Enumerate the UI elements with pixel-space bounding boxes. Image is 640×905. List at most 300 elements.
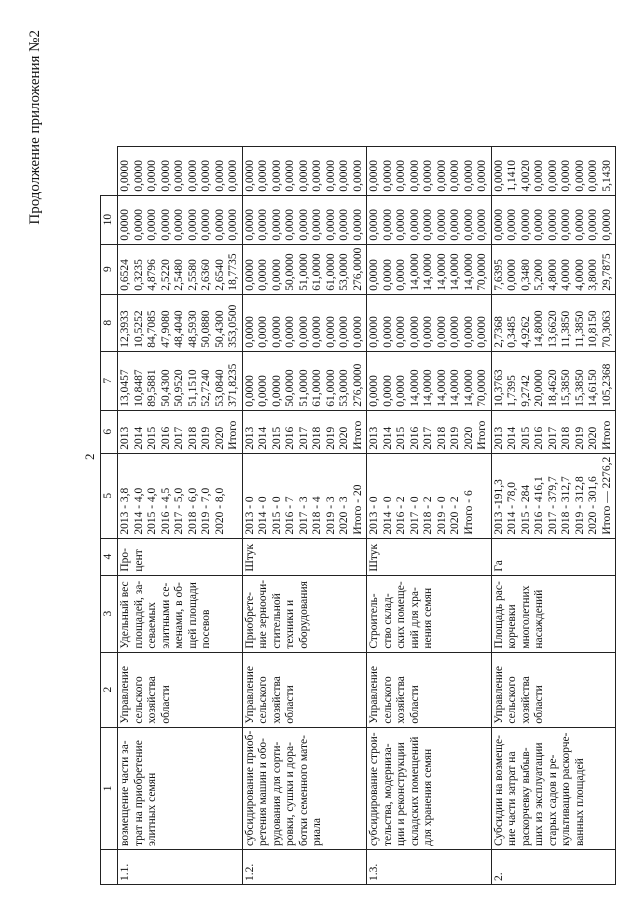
cell-line: 2016 — [408, 426, 421, 450]
cell-line: ний для хра- — [408, 587, 421, 649]
table-body — [118, 146, 616, 884]
cell-line: 0,0000 — [395, 159, 407, 192]
cell-line: оборудования — [297, 581, 310, 649]
cell-line: старых садов и ре- — [546, 754, 559, 846]
cell-line: 0,0000 — [506, 208, 518, 241]
cell-line: 2,6360 — [200, 259, 212, 291]
cell-line: 50,4300 — [213, 310, 226, 348]
cell-line: насаждений — [533, 589, 545, 649]
cell-line: многолетних — [519, 585, 532, 649]
cell-line: Приобрете- — [243, 592, 256, 649]
table-row — [118, 146, 243, 884]
cell-line: 2013 - 0 — [368, 496, 380, 535]
cell-line: 5,1430 — [600, 159, 613, 192]
cell-c9 — [367, 195, 492, 244]
cell-line: 7,6395 — [492, 259, 505, 291]
cell-line: 2016 - 416,1 — [533, 476, 545, 535]
cell-line: 2014 - 0 — [381, 496, 394, 535]
cell-c8 — [491, 244, 616, 294]
cell-line: 61,0000 — [324, 369, 337, 407]
cell-line: 14,8000 — [533, 310, 545, 348]
cell-line: 2014 - 0 — [257, 496, 269, 535]
cell-line: 51,0000 — [297, 369, 310, 407]
cell-indicator — [118, 575, 243, 652]
cell-line: риала — [311, 818, 323, 846]
cell-line: 14,0000 — [449, 253, 461, 291]
cell-line: 0,0000 — [449, 208, 461, 241]
cell-c7 — [491, 294, 616, 351]
cell-line: 13,0457 — [119, 369, 131, 407]
cell-c7 — [367, 294, 492, 351]
cell-event — [242, 727, 367, 849]
cell-line: 0,0000 — [284, 316, 296, 348]
cell-line: 2013 - 3,8 — [119, 487, 131, 535]
cell-line: Итого - 6 — [462, 490, 475, 535]
cell-id — [367, 850, 492, 885]
cell-line: 0,0000 — [462, 208, 475, 241]
cell-line: ванных площадей — [573, 758, 586, 846]
cell-line: тельства, модерниза- — [381, 743, 394, 846]
cell-line: сельского — [506, 676, 518, 724]
cell-id — [242, 850, 367, 885]
cell-line: 0,0000 — [311, 159, 323, 192]
cell-line: области — [284, 685, 296, 724]
cell-line: 0,0000 — [270, 375, 283, 407]
cell-years — [491, 410, 616, 453]
cell-line: 0,0000 — [422, 316, 434, 348]
cell-line: 4,9262 — [519, 316, 532, 348]
cell-line: 50,0880 — [200, 310, 212, 348]
cell-line: субсидирование строи- — [368, 732, 380, 846]
table-row — [367, 146, 492, 884]
cell-line: Про- — [119, 548, 131, 572]
cell-line: 2018 - 4 — [311, 496, 323, 535]
cell-line: 2014 — [381, 426, 394, 450]
cell-line: 0,0000 — [284, 159, 296, 192]
cell-line: 2015 - 0 — [270, 496, 283, 535]
cell-line: 50,4300 — [159, 369, 172, 407]
cell-c8 — [242, 244, 367, 294]
cell-event — [491, 727, 616, 849]
cell-line: для хранения семян — [422, 748, 434, 846]
cell-line: 2017 - 0 — [408, 496, 421, 535]
program-table — [100, 146, 616, 885]
cell-line: 2013 -191,3 — [492, 479, 505, 535]
cell-line: 0,0000 — [132, 159, 145, 192]
cell-line: 0,0000 — [533, 159, 545, 192]
cell-line: 2020 — [213, 426, 226, 450]
cell-line: 0,0000 — [297, 316, 310, 348]
cell-line: 0,0000 — [270, 316, 283, 348]
cell-unit — [367, 538, 492, 575]
cell-line: Итого — [476, 420, 488, 450]
cell-line: 0,0000 — [257, 259, 269, 291]
header-cell: 8 — [101, 294, 118, 351]
cell-line: 14,0000 — [449, 369, 461, 407]
cell-line: 0,0000 — [243, 159, 256, 192]
cell-line: 2020 — [462, 426, 475, 450]
cell-line: 0,0000 — [257, 208, 269, 241]
cell-line: 61,0000 — [311, 369, 323, 407]
cell-line: Итого - 20 — [351, 484, 364, 535]
cell-c10 — [367, 146, 492, 195]
cell-line: 53,0000 — [338, 253, 350, 291]
cell-years — [242, 410, 367, 453]
cell-line: 2019 — [200, 426, 212, 450]
cell-line: 0,0000 — [297, 159, 310, 192]
cell-line: 0,0000 — [381, 159, 394, 192]
cell-line: посевов — [200, 609, 212, 649]
cell-line: складских помещений — [408, 736, 421, 846]
cell-line: 0,0000 — [368, 316, 380, 348]
cell-line: 276,0000 — [351, 363, 364, 407]
cell-line: 0,0000 — [227, 159, 239, 192]
cell-line: 3,8000 — [587, 259, 599, 291]
cell-line: элитными се- — [159, 582, 172, 649]
cell-line: хозяйства — [146, 676, 158, 724]
cell-line: 2017 - 379,7 — [546, 476, 559, 535]
cell-line: 2017 - 3 — [297, 496, 310, 535]
cell-line: 2017 — [422, 426, 434, 450]
cell-line: 0,0000 — [587, 208, 599, 241]
cell-line: 2016 - 2 — [395, 496, 407, 535]
cell-line: 2016 — [284, 426, 296, 450]
cell-line: 0,0000 — [449, 159, 461, 192]
cell-unit — [118, 538, 243, 575]
cell-line: 4,0000 — [560, 259, 572, 291]
cell-line: 0,0000 — [200, 159, 212, 192]
cell-line: Штук — [243, 543, 256, 572]
cell-line: сельского — [132, 676, 145, 724]
cell-line: 0,0000 — [243, 259, 256, 291]
cell-line: области — [533, 685, 545, 724]
cell-line: 2016 - 7 — [284, 496, 296, 535]
cell-line: 2013 — [492, 426, 505, 450]
cell-values — [367, 453, 492, 538]
cell-line: 14,6150 — [587, 369, 599, 407]
cell-line: 0,0000 — [573, 208, 586, 241]
cell-line: ние части затрат на — [506, 751, 518, 846]
cell-line: 0,0000 — [422, 208, 434, 241]
cell-line: 353,0500 — [227, 304, 239, 348]
cell-line: 2014 - 78,0 — [506, 481, 518, 535]
cell-line: 0,0000 — [368, 259, 380, 291]
cell-c9 — [118, 195, 243, 244]
cell-line: 0,0000 — [284, 208, 296, 241]
cell-line: 0,0000 — [408, 316, 421, 348]
cell-line: 0,0000 — [243, 208, 256, 241]
cell-line: ретения машин и обо- — [257, 737, 269, 846]
cell-line: 0,0000 — [146, 159, 158, 192]
cell-line: 1.1. — [119, 863, 131, 881]
cell-line: 48,4040 — [173, 310, 185, 348]
header-cell: 7 — [101, 351, 118, 410]
cell-executor — [242, 652, 367, 727]
cell-line: 0,0000 — [213, 159, 226, 192]
cell-line: 0,0000 — [408, 208, 421, 241]
cell-line: Управление — [119, 665, 131, 724]
cell-line: 0,0000 — [381, 259, 394, 291]
cell-line: 2016 - 4,5 — [159, 487, 172, 535]
cell-line: 2015 — [395, 426, 407, 450]
cell-line: 0,0000 — [186, 159, 199, 192]
cell-line: 0,0000 — [476, 159, 488, 192]
cell-line: 0,0000 — [338, 316, 350, 348]
cell-line: 2020 - 2 — [449, 496, 461, 535]
cell-line: 276,0000 — [351, 247, 364, 291]
cell-executor — [491, 652, 616, 727]
cell-line: менами, в об- — [173, 582, 185, 649]
cell-line: 0,0000 — [351, 159, 364, 192]
cell-line: 0,0000 — [119, 159, 131, 192]
cell-line: 2020 - 301,6 — [587, 476, 599, 535]
cell-line: 4,8796 — [146, 259, 158, 291]
cell-line: 2020 - 3 — [338, 496, 350, 535]
cell-event — [118, 727, 243, 849]
cell-line: 0,0000 — [395, 375, 407, 407]
cell-line: 0,0000 — [368, 208, 380, 241]
cell-line: 2. — [492, 872, 505, 881]
cell-line: 4,8000 — [546, 259, 559, 291]
cell-line: области — [159, 685, 172, 724]
cell-line: сельского — [257, 676, 269, 724]
cell-line: 0,0000 — [311, 208, 323, 241]
cell-line: 70,0000 — [476, 369, 488, 407]
cell-line: Итого — [600, 420, 613, 450]
cell-line: 0,0000 — [476, 316, 488, 348]
cell-line: 15,3850 — [573, 369, 586, 407]
cell-line: 0,0000 — [368, 159, 380, 192]
cell-line: культивацию раскорче- — [560, 732, 572, 846]
cell-line: 2016 — [533, 426, 545, 450]
cell-line: 50,9520 — [173, 369, 185, 407]
cell-line: 0,0000 — [435, 208, 448, 241]
cell-line: 0,0000 — [546, 159, 559, 192]
cell-line: 2018 - 312,7 — [560, 476, 572, 535]
table-row — [491, 146, 616, 884]
cell-line: 2015 — [270, 426, 283, 450]
cell-line: 0,0000 — [462, 159, 475, 192]
cell-unit — [242, 538, 367, 575]
cell-line: 0,0000 — [492, 208, 505, 241]
cell-line: 0,0000 — [186, 208, 199, 241]
cell-line: 2017 — [173, 426, 185, 450]
cell-line: 2,5220 — [159, 259, 172, 291]
cell-line: 2014 — [257, 426, 269, 450]
cell-line: сельского — [381, 676, 394, 724]
cell-id — [491, 850, 616, 885]
cell-c6 — [242, 351, 367, 410]
cell-line: 89,5881 — [146, 369, 158, 407]
cell-line: 14,0000 — [422, 369, 434, 407]
cell-years — [118, 410, 243, 453]
cell-line: 0,0000 — [506, 259, 518, 291]
cell-line: 0,0000 — [492, 159, 505, 192]
cell-line: 10,8150 — [587, 310, 599, 348]
cell-line: области — [408, 685, 421, 724]
cell-line: 2014 - 4,0 — [132, 487, 145, 535]
cell-line: 11,3850 — [560, 310, 572, 348]
cell-line: 0,0000 — [324, 208, 337, 241]
cell-line: 50,0000 — [284, 253, 296, 291]
cell-line: 0,0000 — [560, 208, 572, 241]
cell-line: 1.3. — [368, 863, 380, 881]
cell-line: 0,0000 — [270, 159, 283, 192]
cell-line: Управление — [368, 665, 380, 724]
cell-line: ровки, сушки и дора- — [284, 742, 296, 846]
cell-c6 — [367, 351, 492, 410]
cell-line: 50,0000 — [284, 369, 296, 407]
cell-line: ство склад- — [381, 593, 394, 649]
cell-line: 0,0000 — [600, 208, 613, 241]
cell-values — [118, 453, 243, 538]
cell-line: 2013 — [368, 426, 380, 450]
cell-line: 9,2742 — [519, 375, 532, 407]
cell-line: 0,0000 — [560, 159, 572, 192]
cell-line: 0,0000 — [435, 159, 448, 192]
cell-line: площадей, за- — [132, 580, 145, 649]
cell-line: 0,3235 — [132, 259, 145, 291]
cell-line: 2,5580 — [186, 259, 199, 291]
cell-line: хозяйства — [270, 676, 283, 724]
cell-line: корчевки — [506, 604, 518, 649]
cell-c9 — [242, 195, 367, 244]
cell-line: 12,3933 — [119, 310, 131, 348]
cell-line: Итого — [351, 420, 364, 450]
cell-years — [367, 410, 492, 453]
cell-line: 0,0000 — [132, 208, 145, 241]
cell-line: 2015 — [519, 426, 532, 450]
header-cell: 9 — [101, 244, 118, 294]
cell-line: 0,3480 — [519, 259, 532, 291]
cell-line: ших из эксплуатации — [533, 742, 545, 846]
cell-line: 0,0000 — [435, 316, 448, 348]
cell-line: 0,0000 — [311, 316, 323, 348]
cell-c7 — [118, 294, 243, 351]
cell-line: 2017 — [297, 426, 310, 450]
header-cell — [101, 850, 118, 885]
cell-line: субсидирование приоб- — [243, 730, 256, 846]
cell-line: Управление — [492, 665, 505, 724]
cell-line: 0,0000 — [270, 208, 283, 241]
cell-line: 61,0000 — [311, 253, 323, 291]
cell-values — [242, 453, 367, 538]
cell-line: 48,5930 — [186, 310, 199, 348]
cell-line: ских помеще- — [395, 581, 407, 649]
cell-line: 14,0000 — [408, 369, 421, 407]
cell-c9 — [491, 195, 616, 244]
cell-line: 0,0000 — [338, 208, 350, 241]
cell-line: 51,0000 — [297, 253, 310, 291]
cell-line: раскорчевку выбыв- — [519, 747, 532, 846]
cell-line: 13,6620 — [546, 310, 559, 348]
cell-line: 1,1410 — [506, 159, 518, 192]
table-row — [242, 146, 367, 884]
cell-line: 15,3850 — [560, 369, 572, 407]
cell-line: 0,0000 — [408, 159, 421, 192]
cell-line: 2019 - 3 — [324, 496, 337, 535]
cell-line: 2,5480 — [173, 259, 185, 291]
cell-line: 0,0000 — [146, 208, 158, 241]
cell-line: 14,0000 — [435, 369, 448, 407]
cell-line: 10,5252 — [132, 310, 145, 348]
cell-line: 0,0000 — [270, 259, 283, 291]
cell-line: 0,0000 — [213, 208, 226, 241]
cell-line: 0,0000 — [324, 159, 337, 192]
cell-line: 0,0000 — [200, 208, 212, 241]
header-cell: 5 — [101, 453, 118, 538]
cell-line: 0,0000 — [533, 208, 545, 241]
cell-line: 0,0000 — [381, 375, 394, 407]
cell-line: 0,0000 — [257, 316, 269, 348]
cell-line: нения семян — [422, 587, 434, 649]
cell-line: 61,0000 — [324, 253, 337, 291]
cell-line: 2020 — [587, 426, 599, 450]
cell-c10 — [242, 146, 367, 195]
cell-line: цент — [132, 549, 145, 572]
cell-line: 2014 — [506, 426, 518, 450]
header-cell: 3 — [101, 575, 118, 652]
cell-line: 2018 — [560, 426, 572, 450]
cell-line: 0,0000 — [159, 208, 172, 241]
cell-line: 18,4620 — [546, 369, 559, 407]
cell-line: 0,0000 — [257, 375, 269, 407]
cell-line: 2018 - 6,0 — [186, 487, 199, 535]
cell-c10 — [118, 146, 243, 195]
cell-line: 0,0000 — [324, 316, 337, 348]
cell-line: хозяйства — [395, 676, 407, 724]
cell-line: 11,3850 — [573, 310, 586, 348]
cell-line: Управление — [243, 665, 256, 724]
cell-line: Площадь рас- — [492, 581, 505, 649]
cell-line: 53,0000 — [338, 369, 350, 407]
cell-line: 0,0000 — [395, 259, 407, 291]
cell-line: 0,0000 — [449, 316, 461, 348]
cell-line: 0,0000 — [297, 208, 310, 241]
cell-line: 0,0000 — [381, 208, 394, 241]
cell-line: 2015 — [146, 426, 158, 450]
cell-line: 2,7368 — [492, 316, 505, 348]
cell-line: 2016 — [159, 426, 172, 450]
cell-executor — [118, 652, 243, 727]
cell-line: Га — [492, 560, 505, 572]
cell-line: 29,7875 — [600, 253, 613, 291]
cell-line: 2017 - 5,0 — [173, 487, 185, 535]
cell-line: 2014 — [132, 426, 145, 450]
cell-line: 53,0840 — [213, 369, 226, 407]
cell-line: 14,0000 — [435, 253, 448, 291]
cell-line: 20,0000 — [533, 369, 545, 407]
cell-line: 0,0000 — [119, 208, 131, 241]
cell-line: 0,0000 — [573, 159, 586, 192]
cell-line: 2018 — [311, 426, 323, 450]
cell-line: стительной — [270, 593, 283, 649]
cell-line: 0,0000 — [381, 316, 394, 348]
cell-line: трат на приобретение — [132, 740, 145, 846]
cell-c8 — [367, 244, 492, 294]
cell-line: 2019 - 7,0 — [200, 487, 212, 535]
header-cell: 6 — [101, 410, 118, 453]
cell-line: 2020 — [338, 426, 350, 450]
cell-line: 0,0000 — [395, 316, 407, 348]
header-cell: 4 — [101, 538, 118, 575]
cell-c7 — [242, 294, 367, 351]
cell-line: 2,6540 — [213, 259, 226, 291]
cell-line: 0,3485 — [506, 316, 518, 348]
cell-line: возмещение части за- — [119, 740, 131, 846]
cell-line: ботки семенного мате- — [297, 735, 310, 846]
cell-line: 0,0000 — [422, 159, 434, 192]
